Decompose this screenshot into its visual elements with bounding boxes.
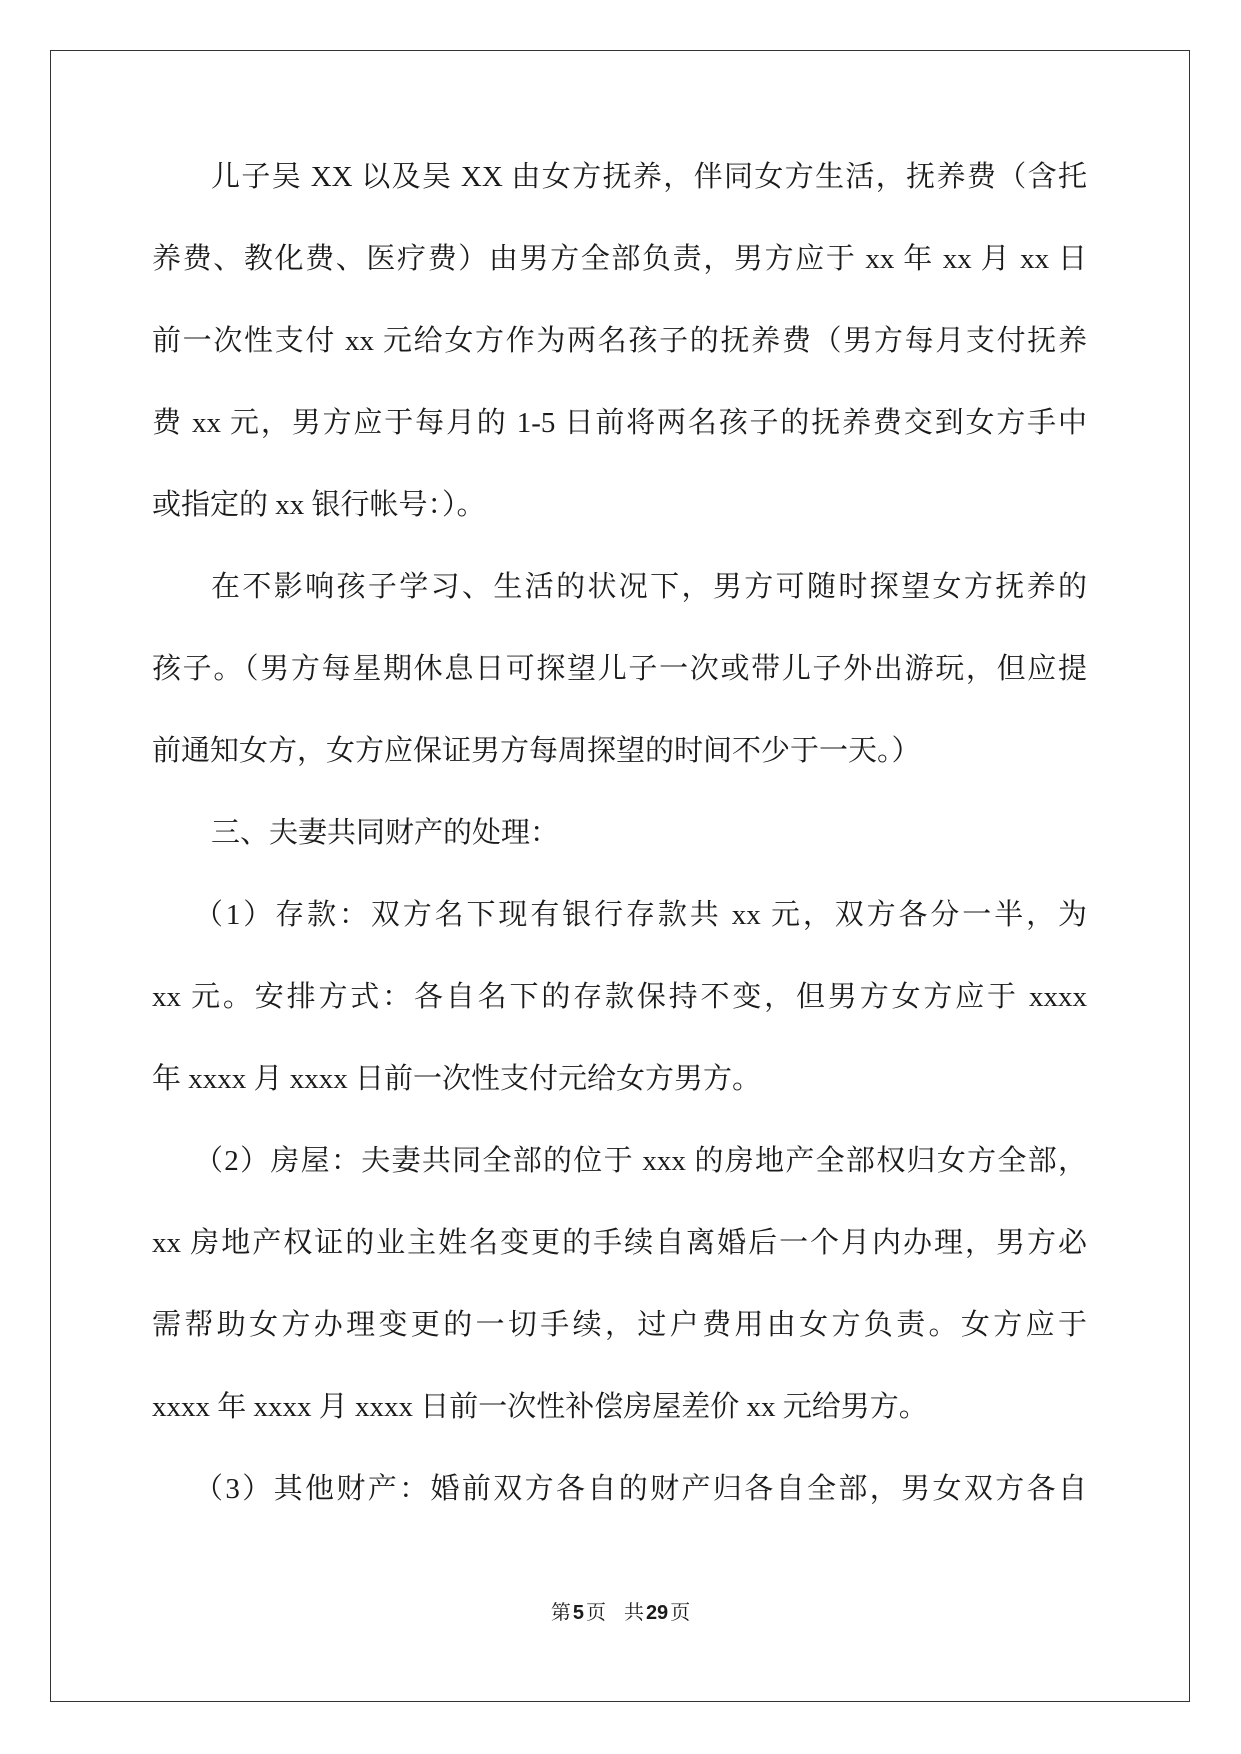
- text-line: 费 xx 元，男方应于每月的 1-5 日前将两名孩子的抚养费交到女方手中: [152, 407, 1087, 439]
- text-line: xx 元。安排方式：各自名下的存款保持不变，但男方女方应于 xxxx: [152, 981, 1087, 1013]
- text-line: （2）房屋：夫妻共同全部的位于 xxx 的房地产全部权归女方全部，: [194, 1145, 1087, 1177]
- text-line: 需帮助女方办理变更的一切手续，过户费用由女方负责。女方应于: [152, 1309, 1087, 1341]
- text-line: 年 xxxx 月 xxxx 日前一次性支付元给女方男方。: [152, 1063, 762, 1095]
- total-label-prefix: 共: [623, 1602, 644, 1624]
- text-line: 前通知女方，女方应保证男方每周探望的时间不少于一天。）: [152, 735, 921, 767]
- page-label-suffix: 页: [585, 1602, 606, 1624]
- page-footer: [0, 1601, 1241, 1625]
- text-line: （1）存款：双方名下现有银行存款共 xx 元，双方各分一半，为: [194, 899, 1087, 931]
- text-line: xx 房地产权证的业主姓名变更的手续自离婚后一个月内办理，男方必: [152, 1227, 1087, 1259]
- text-line: 前一次性支付 xx 元给女方作为两名孩子的抚养费（男方每月支付抚养: [152, 325, 1087, 357]
- text-line: xxxx 年 xxxx 月 xxxx 日前一次性补偿房屋差价 xx 元给男方。: [152, 1391, 928, 1423]
- page-number: 5: [572, 1602, 584, 1624]
- text-line: 在不影响孩子学习、生活的状况下，男方可随时探望女方抚养的: [211, 571, 1087, 603]
- text-line: 儿子吴 XX 以及吴 XX 由女方抚养，伴同女方生活，抚养费（含托: [211, 161, 1087, 193]
- text-line: 孩子。（男方每星期休息日可探望儿子一次或带儿子外出游玩，但应提: [152, 653, 1087, 685]
- section-heading: 三、夫妻共同财产的处理：: [211, 817, 560, 849]
- document-body: [152, 160, 1087, 1554]
- text-line: 或指定的 xx 银行帐号：）。: [152, 489, 486, 521]
- page-label-prefix: 第: [550, 1602, 571, 1624]
- text-line: （3）其他财产：婚前双方各自的财产归各自全部，男女双方各自: [194, 1473, 1087, 1505]
- text-line: 养费、教化费、医疗费）由男方全部负责，男方应于 xx 年 xx 月 xx 日: [152, 243, 1087, 275]
- total-pages: 29: [645, 1602, 669, 1624]
- total-label-suffix: 页: [670, 1602, 691, 1624]
